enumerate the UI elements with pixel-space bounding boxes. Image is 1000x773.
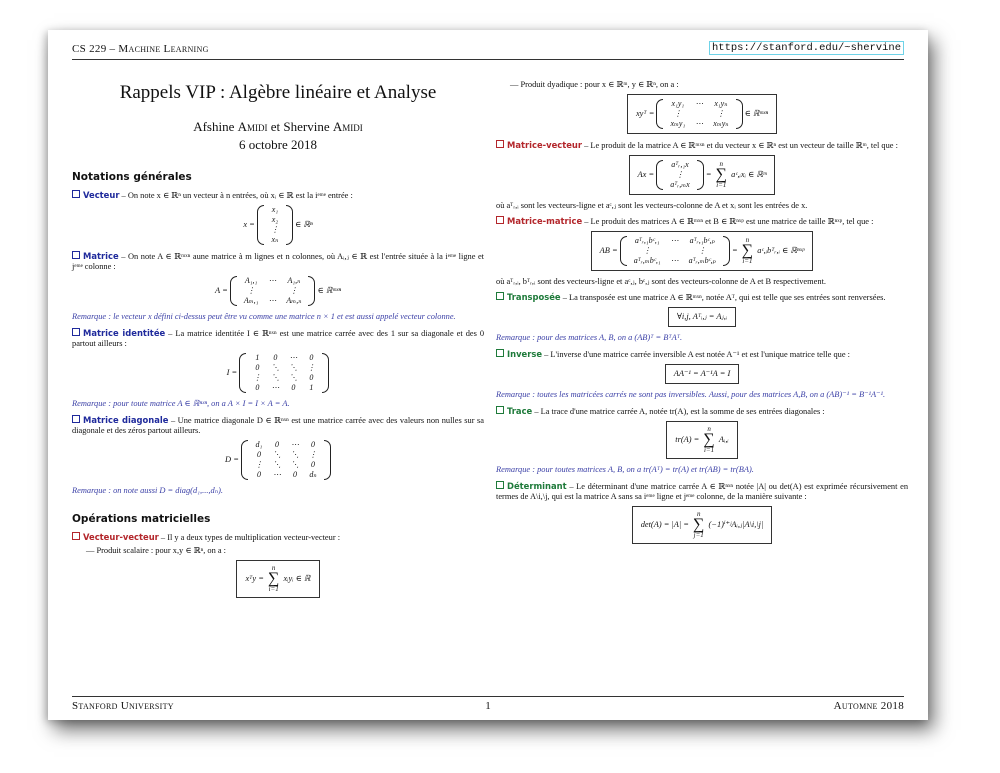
trace-text: – La trace d'une matrice carrée A, notée tr(A), est la somme de ses entrées diagonales : [534, 407, 825, 416]
matvec-eq-box: Ax = aᵀᵣ,₁x ⋮ aᵀᵣ,ₘx = n ∑ i=1 aᶜ,ᵢxᵢ ∈ ℝᵐ [629, 155, 776, 195]
square-bullet-icon [496, 292, 504, 300]
document-page [48, 30, 928, 720]
footer-page-number: 1 [485, 700, 491, 712]
vector-x-matrix: x₁ x₂ ⋮ xₙ [257, 205, 293, 245]
square-bullet-icon [72, 328, 80, 336]
determinant-keyword: Déterminant [496, 481, 567, 491]
section-notations: Notations générales [72, 171, 192, 183]
dyadique-list [510, 80, 908, 90]
square-bullet-icon [496, 481, 504, 489]
square-bullet-icon [496, 140, 504, 148]
author1-last: Amidi [237, 119, 268, 134]
matrice-paragraph [72, 251, 484, 272]
header-course: CS 229 – Machine Learning [72, 43, 209, 55]
diagonale-equation: D = d₁ 0 ⋯ 0 0 ⋱ ⋱ ⋮ ⋮ ⋱ ⋱ 0 0 ⋯ 0 dₙ [72, 440, 484, 480]
vecteur-text: – On note x ∈ ℝⁿ un vecteur à n entrées, où xᵢ ∈ ℝ est la iᵉᵐᵉ entrée : [121, 191, 353, 200]
trace-equation [496, 421, 908, 459]
matrice-equation: A = A₁,₁ ⋯ A₁,ₙ ⋮ ⋮ Aₘ,₁ ⋯ Aₘ,ₙ ∈ ℝᵐˣⁿ [215, 276, 341, 305]
square-bullet-icon [72, 532, 80, 540]
trace-eq-box: tr(A) = n ∑ i=1 Aᵢ,ᵢ [666, 421, 738, 459]
vecvec-paragraph [72, 532, 484, 543]
vecvec-keyword: Vecteur-vecteur [72, 532, 159, 542]
inverse-keyword: Inverse [496, 349, 542, 359]
section-operations: Opérations matricielles [72, 513, 211, 525]
matmat-eq-box: AB = aᵀᵣ,₁bᶜ,₁ ⋯ aᵀᵣ,₁bᶜ,ₚ ⋮ ⋮ aᵀᵣ,ₘbᶜ,₁ ⋯ aᵀᵣ,ₘbᶜ,ₚ = n ∑ i=1 aᶜ,ᵢbᵀᵣ,ᵢ ∈ ℝⁿˣᵖ [591, 231, 814, 271]
matvec-equation [496, 155, 908, 195]
inverse-equation [496, 364, 908, 384]
diagonale-remark: Remarque : on note aussi D = diag(d₁,...,dₙ). [72, 486, 223, 495]
sum-symbol: n ∑ j=1 [693, 510, 705, 539]
trace-remark: Remarque : pour toutes matrices A, B, on a tr(Aᵀ) = tr(A) et tr(AB) = tr(BA). [496, 465, 754, 474]
matmat-equation [496, 231, 908, 271]
page-header [72, 43, 904, 60]
matmat-keyword: Matrice-matrice [496, 216, 582, 226]
identite-text: – La matrice identitée I ∈ ℝⁿˣⁿ est une matrice carrée avec des 1 sur sa diagonale et des 0 partout ailleurs : [72, 329, 485, 348]
matrix-AB: aᵀᵣ,₁bᶜ,₁ ⋯ aᵀᵣ,₁bᶜ,ₚ ⋮ ⋮ aᵀᵣ,ₘbᶜ,₁ ⋯ aᵀᵣ,ₘbᶜ,ₚ [620, 236, 730, 266]
right-column [496, 70, 908, 550]
list-item: — Produit dyadique : pour x ∈ ℝᵐ, y ∈ ℝⁿ, on a : [510, 80, 908, 90]
diagonale-paragraph [72, 415, 484, 436]
footer-university: Stanford University [72, 700, 174, 712]
author2-last: Amidi [332, 119, 363, 134]
matrix-A: A₁,₁ ⋯ A₁,ₙ ⋮ ⋮ Aₘ,₁ ⋯ Aₘ,ₙ [230, 276, 316, 306]
author1-first: Afshine [193, 119, 235, 134]
square-bullet-icon [496, 349, 504, 357]
square-bullet-icon [496, 406, 504, 414]
vecvec-eq-box: xᵀy = n ∑ i=1 xᵢyᵢ ∈ ℝ [236, 560, 319, 598]
doc-authors [72, 119, 484, 134]
matmat-paragraph [496, 216, 908, 227]
matrix-Ax: aᵀᵣ,₁x ⋮ aᵀᵣ,ₘx [656, 160, 704, 190]
vecteur-keyword: Vecteur [72, 190, 119, 200]
dyadique-eq-box: xyᵀ = x₁y₁ ⋯ x₁yₙ ⋮ ⋮ xₘy₁ ⋯ xₘyₙ ∈ ℝᵐˣⁿ [627, 94, 777, 134]
matrice-text: – On note A ∈ ℝᵐˣⁿ aune matrice à m lignes et n colonnes, où Aᵢ,ⱼ ∈ ℝ est l'entrée située à la iᵉᵐᵉ ligne et jᵉᵐᵉ colonne : [72, 252, 485, 271]
identite-paragraph [72, 328, 484, 349]
matrix-I: 1 0 ⋯ 0 0 ⋱ ⋱ ⋮ ⋮ ⋱ ⋱ 0 0 ⋯ 0 1 [239, 353, 329, 393]
square-bullet-icon [72, 251, 80, 259]
author2-first: et Shervine [270, 119, 330, 134]
vecteur-paragraph [72, 190, 484, 201]
inverse-text: – L'inverse d'une matrice carrée inversible A est notée A⁻¹ et est l'unique matrice telle que : [544, 350, 850, 359]
list-item: — Produit scalaire : pour x,y ∈ ℝⁿ, on a : [86, 546, 484, 556]
transposee-equation [496, 307, 908, 327]
doc-date: 6 octobre 2018 [239, 137, 317, 152]
matvec-keyword: Matrice-vecteur [496, 140, 582, 150]
matmat-text: – Le produit des matrices A ∈ ℝᵐˣⁿ et B ∈ ℝⁿˣᵖ est une matrice de taille ℝⁿˣᵖ, tel que : [584, 217, 874, 226]
identite-keyword: Matrice identitée [72, 328, 165, 338]
trace-paragraph [496, 406, 908, 417]
matrice-keyword: Matrice [72, 251, 119, 261]
left-column [72, 70, 484, 604]
matrix-xyT: x₁y₁ ⋯ x₁yₙ ⋮ ⋮ xₘy₁ ⋯ xₘyₙ [656, 99, 742, 129]
transposee-keyword: Transposée [496, 292, 561, 302]
footer-term: Automne 2018 [833, 700, 904, 712]
header-url-link[interactable]: https://stanford.edu/~shervine [709, 41, 904, 55]
square-bullet-icon [72, 415, 80, 423]
diagonale-text: – Une matrice diagonale D ∈ ℝⁿˣⁿ est une matrice carrée avec des valeurs non nulles sur sa diagonale et des zéros partout ailleurs. [72, 416, 484, 435]
transposee-paragraph [496, 292, 908, 303]
doc-title: Rappels VIP : Algèbre linéaire et Analyse [119, 82, 437, 103]
matvec-paragraph [496, 140, 908, 151]
determinant-text: – Le déterminant d'une matrice carrée A ∈ ℝⁿˣⁿ notée |A| ou det(A) est exprimée récursivement en termes de A\i,\j, qui est la matrice A sans sa iᵉᵐᵉ ligne et jᵉᵐᵉ colonne, de la manière suivante : [496, 482, 909, 501]
identite-equation: I = 1 0 ⋯ 0 0 ⋱ ⋱ ⋮ ⋮ ⋱ ⋱ 0 0 ⋯ 0 1 [72, 353, 484, 393]
matrice-remark: Remarque : le vecteur x défini ci-dessus peut être vu comme une matrice n × 1 et est aussi appelé vecteur colonne. [72, 312, 456, 321]
sum-symbol: n ∑ i=1 [703, 425, 715, 454]
sum-symbol: n ∑ i=1 [741, 236, 754, 265]
page-footer [72, 696, 904, 714]
sum-symbol: n ∑ i=1 [267, 564, 280, 593]
determinant-paragraph [496, 481, 908, 502]
inverse-remark: Remarque : toutes les matricées carrés ne sont pas inversibles. Aussi, pour des matrices A,B, on a (AB)⁻¹ = B⁻¹A⁻¹. [496, 390, 886, 399]
square-bullet-icon [72, 190, 80, 198]
diagonale-keyword: Matrice diagonale [72, 415, 168, 425]
trace-keyword: Trace [496, 406, 532, 416]
transposee-text: – La transposée est une matrice A ∈ ℝᵐˣⁿ, notée Aᵀ, qui est telle que ses entrées sont renversées. [562, 293, 886, 302]
vecteur-equation: x = x₁ x₂ ⋮ xₙ ∈ ℝⁿ [243, 205, 313, 244]
determinant-equation [496, 506, 908, 544]
vecvec-text: – Il y a deux types de multiplication vecteur-vecteur : [160, 533, 341, 542]
square-bullet-icon [496, 216, 504, 224]
transposee-remark: Remarque : pour des matrices A, B, on a (AB)ᵀ = BᵀAᵀ. [496, 333, 683, 342]
sum-symbol: n ∑ i=1 [715, 160, 727, 189]
vecvec-list [86, 546, 484, 556]
inverse-paragraph [496, 349, 908, 360]
inverse-eq-box: AA⁻¹ = A⁻¹A = I [665, 364, 740, 384]
identite-remark: Remarque : pour toute matrice A ∈ ℝⁿˣⁿ, on a A × I = I × A = A. [72, 399, 290, 408]
transposee-eq-box: ∀i,j, Aᵀᵢ,ⱼ = Aⱼ,ᵢ [668, 307, 736, 327]
matrix-D: d₁ 0 ⋯ 0 0 ⋱ ⋱ ⋮ ⋮ ⋱ ⋱ 0 0 ⋯ 0 dₙ [241, 440, 331, 480]
matmat-after: où aᵀᵣ,ᵢ, bᵀᵣ,ᵢ sont des vecteurs-ligne et aᶜ,ⱼ, bᶜ,ⱼ sont des vecteurs-colonne de A et B respectivement. [496, 277, 826, 286]
matvec-after: où aᵀᵣ,ᵢ sont les vecteurs-ligne et aᶜ,ⱼ sont les vecteurs-colonne de A et xᵢ sont les entrées de x. [496, 201, 808, 210]
dyadique-equation [496, 94, 908, 134]
determinant-eq-box: det(A) = |A| = n ∑ j=1 (−1)ⁱ⁺ʲAᵢ,ⱼ|A\i,\j| [632, 506, 773, 544]
matvec-text: – Le produit de la matrice A ∈ ℝᵐˣⁿ et du vecteur x ∈ ℝⁿ est un vecteur de taille ℝᵐ, tel que : [584, 141, 898, 150]
vecvec-equation [72, 560, 484, 598]
